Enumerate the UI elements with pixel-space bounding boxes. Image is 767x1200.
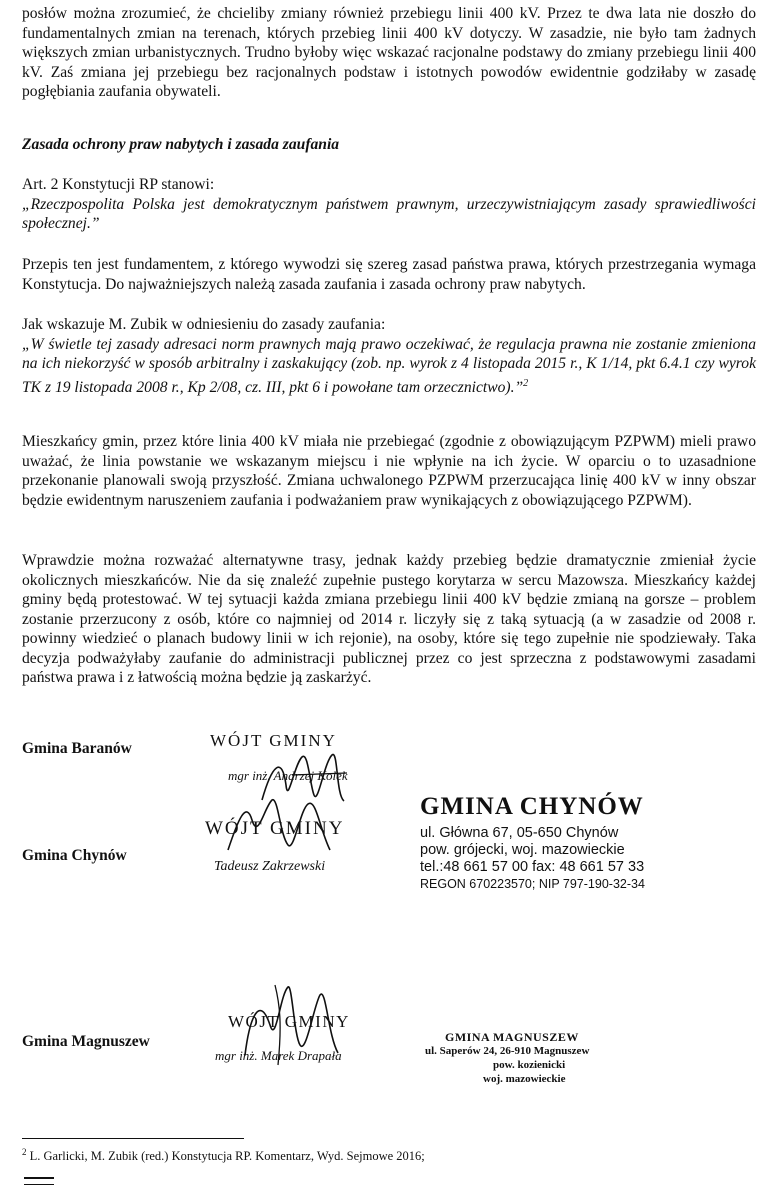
zubik-quote [22, 335, 756, 398]
magnuszew-office-voivodeship: woj. mazowieckie [483, 1073, 566, 1085]
signatory-chynow-label: Gmina Chynów [22, 847, 127, 864]
paragraph-alternatives: Wprawdzie można rozważać alternatywne trasy, jednak każdy przebieg będzie dramatycznie zmieniał życie okolicznych mieszkańców. Nie da się znaleźć zupełnie pustego korytarza w sercu Mazowsza. Mieszkańcy każdej gminy będą protestować. W tej sytuacji każda zmiana przebiegu linii 400 kV będzie zmianą na gorsze – problem zostanie przerzucony z osób, które co najmniej od 2014 r. liczyły się z taką sytuacją (a w zasadzie od 2008 r. powinny wiedzieć o planach budowy linii w ich rejonie), na osoby, które się tego zupełnie nie spodziewały. Taka decyzja podważyłaby zaufanie do administracji publicznej przez co jest sprzeczna z podstawowymi zasadami państwa prawa i z łatwością można będzie ją zaskarżyć. [22, 552, 756, 686]
signatory-magnuszew-label: Gmina Magnuszew [22, 1033, 150, 1050]
magnuszew-stamp-title: WÓJT GMINY [228, 1012, 350, 1031]
footnote-ref: 2 [523, 377, 529, 389]
chynow-signature [220, 790, 340, 870]
zubik-quote-text: „W świetle tej zasady adresaci norm prawnych mają prawo oczekiwać, że regulacja prawna nie zostanie zmieniona na ich niekorzyść w sposób arbitralny i zaskakujący (zob. np. wyrok z 4 listopada 2015 r., K 1/14, pkt 6.4.1 czy wyrok TK z 19 listopada 2008 r., Kp 2/08, cz. III, pkt 6 i powołane tam orzecznictwo).” [22, 335, 756, 396]
chynow-office-address: ul. Główna 67, 05-650 Chynów [420, 825, 619, 841]
paragraph-continuation: posłów można zrozumieć, że chcieliby zmiany również przebiegu linii 400 kV. Przez te dwa lata nie doszło do fundamentalnych zmian na terenach, których przebieg linii 400 kV dotyczy. W zasadzie, nie było tam żadnych większych zmian urbanistycznych. Trudno byłoby więc wskazać racjonalne podstawy do zmiany przebiegu linii 400 kV. Zaś zmiana jej przebiegu bez racjonalnych podstaw i istotnych powodów ewidentnie godziłaby w zasadę pogłębiania zaufania obywateli. [22, 5, 756, 100]
magnuszew-office-title: GMINA MAGNUSZEW [445, 1030, 579, 1044]
magnuszew-stamp-name: mgr inż. Marek Drapała [215, 1048, 342, 1063]
footnote-number: 2 [22, 1147, 27, 1157]
baranow-stamp-title: WÓJT GMINY [210, 731, 337, 750]
magnuszew-office-county: pow. kozienicki [493, 1059, 566, 1071]
body-text [22, 4, 756, 102]
paragraph-fundament: Przepis ten jest fundamentem, z którego wywodzi się szereg zasad państwa prawa, których przestrzegania wymaga Konstytucja. Do najważniejszych należą zasada zaufania i zasada ochrony praw nabytych. [22, 256, 756, 293]
chynow-office-county: pow. grójecki, woj. mazowieckie [420, 842, 625, 858]
paragraph-residents: Mieszkańcy gmin, przez które linia 400 kV miała nie przebiegać (zgodnie z obowiązującym PZPWM) mieli prawo uważać, że linia powstanie we wskazanym miejscu i nie wpłynie na ich życie. W oparciu o to uzasadnione przekonanie planowali swoją przyszłość. Zmiana uchwalonego PZPWM przerzucająca linię 400 kV w inny obszar będzie ewidentnym naruszeniem zaufania i podważaniem praw wynikających z obowiązującego PZPWM). [22, 433, 756, 509]
alternatives-block [22, 551, 756, 688]
footnote-text: L. Garlicki, M. Zubik (red.) Konstytucja RP. Komentarz, Wyd. Sejmowe 2016; [29, 1149, 425, 1164]
signatory-baranow-label: Gmina Baranów [22, 740, 132, 757]
section-heading: Zasada ochrony praw nabytych i zasada zaufania [22, 136, 340, 153]
zubik-block [22, 315, 756, 397]
residents-block [22, 432, 756, 510]
chynow-stamp-name: Tadeusz Zakrzewski [214, 859, 326, 874]
page-mark [24, 1177, 54, 1185]
footnote [22, 1147, 425, 1164]
chynow-stamp-title: WÓJT GMINY [205, 818, 345, 839]
zubik-intro: Jak wskazuje M. Zubik w odniesieniu do zasady zaufania: [22, 316, 386, 333]
fundament-block [22, 255, 756, 294]
magnuszew-office-address: ul. Saperów 24, 26-910 Magnuszew [425, 1045, 590, 1057]
chynow-office-details [420, 825, 645, 893]
chynow-office-title: GMINA CHYNÓW [420, 793, 644, 820]
chynow-office-stamp [420, 793, 644, 821]
magnuszew-signature [230, 975, 350, 1075]
chynow-office-phone: tel.:48 661 57 00 fax: 48 661 57 33 [420, 859, 645, 875]
section-heading-block [22, 135, 756, 155]
magnuszew-office-stamp [425, 1030, 589, 1086]
article-intro: Art. 2 Konstytucji RP stanowi: [22, 176, 215, 193]
chynow-office-regon: REGON 670223570; NIP 797-190-32-34 [420, 877, 645, 891]
article-quote: „Rzeczpospolita Polska jest demokratycznym państwem prawnym, urzeczywistniającym zasady sprawiedliwości społecznej.” [22, 195, 756, 232]
article-block [22, 175, 756, 234]
footnote-separator [22, 1138, 244, 1139]
baranow-stamp-name: mgr inż. Andrzej Kolek [228, 768, 348, 783]
